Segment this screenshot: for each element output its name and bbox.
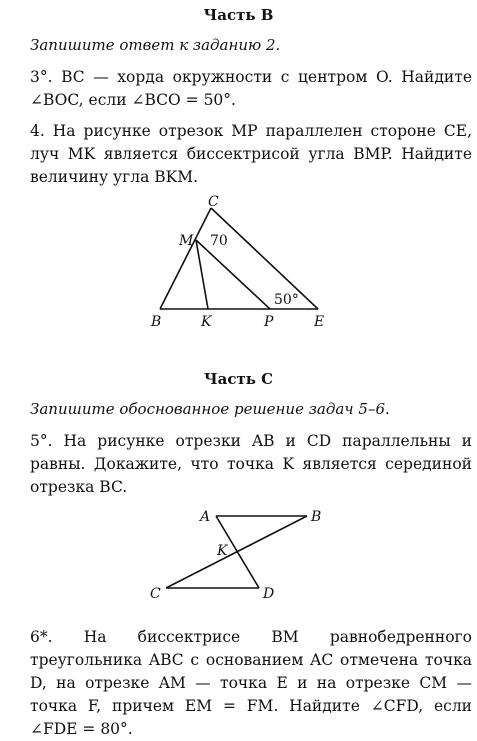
segment-bc: [166, 516, 307, 588]
label-c: C: [150, 586, 161, 602]
label-k: K: [201, 314, 212, 330]
segment-mp: [196, 240, 270, 309]
label-e: E: [314, 314, 325, 330]
label-b: B: [311, 509, 322, 525]
figure-triangle-bce: [0, 190, 477, 340]
task-5-text: 5°. На рисунке отрезки AB и CD параллельны и равны. Докажите, что точка K является серединой отрезка BC.: [30, 432, 472, 496]
angle-label-50: 50°: [274, 292, 299, 308]
part-c-instruction: Запишите обоснованное решение задач 5–6.: [30, 400, 390, 418]
task-3-text: 3°. BC — хорда окружности с центром O. Найдите ∠BOC, если ∠BCO = 50°.: [30, 68, 472, 109]
part-c-heading: Часть C: [203, 370, 274, 388]
part-b-instruction: Запишите ответ к заданию 2.: [30, 36, 281, 54]
label-b: B: [151, 314, 162, 330]
label-a: A: [200, 509, 211, 525]
segment-ce: [211, 208, 318, 309]
part-b-heading: Часть B: [203, 6, 274, 24]
label-k: K: [217, 543, 228, 559]
label-p: P: [264, 314, 274, 330]
label-m: M: [179, 233, 194, 249]
angle-label-70: 70: [210, 233, 228, 249]
label-c: C: [208, 194, 219, 210]
label-d: D: [263, 586, 275, 602]
figure-parallel-segments: [0, 500, 477, 610]
segment-bc: [160, 208, 211, 309]
task-6-text: 6*. На биссектрисе BM равнобедренного треугольника ABC с основанием AC отмечена точка D, на отрезке AM — точка E и на отрезке CM — точка F, причем EM = FM. Найдите ∠CFD, если ∠FDE = 80°.: [30, 628, 472, 738]
task-4-text: 4. На рисунке отрезок MP параллелен стороне CE, луч MK является биссектрисой угла BMP. Найдите величину угла BKM.: [30, 122, 472, 186]
